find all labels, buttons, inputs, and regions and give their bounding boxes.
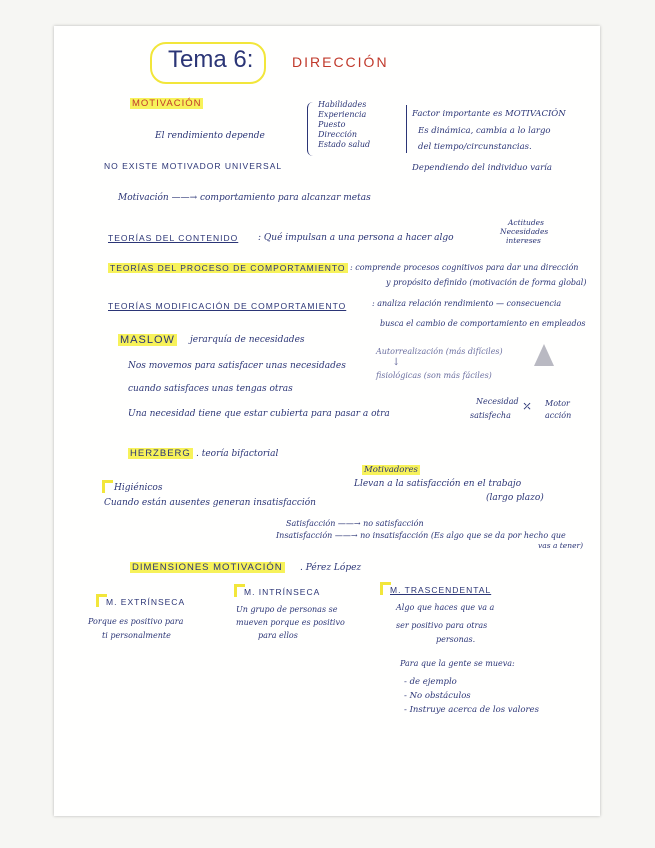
factor-item: Habilidades <box>318 100 367 109</box>
note-line: del tiempo/circunstancias. <box>418 142 532 152</box>
motivacion-heading: MOTIVACIÓN <box>132 98 202 109</box>
insatisfaccion-text: Insatisfacción ——→ no insatisfacción (Es algo que se da por hecho que <box>276 531 566 540</box>
motivacion-arrow-text: Motivación ——→ comportamiento para alcanzar metas <box>118 193 371 203</box>
maslow-line: Una necesidad tiene que estar cubierta para pasar a otra <box>128 409 390 419</box>
insatisfaccion-text-cont: vas a tener) <box>538 541 584 550</box>
higienicos-label: Higiénicos <box>114 483 163 493</box>
contenido-list-item: Actitudes <box>508 218 544 227</box>
page-title: Tema 6: <box>168 46 254 73</box>
bullet-item: - Instruye acerca de los valores <box>404 705 539 715</box>
intrinseca-heading: M. INTRÍNSECA <box>244 587 321 597</box>
herzberg-heading: HERZBERG <box>130 448 191 459</box>
page-subtitle: DIRECCIÓN <box>292 54 389 70</box>
factor-item: Dirección <box>318 130 358 139</box>
motivadores-desc: Llevan a la satisfacción en el trabajo <box>354 479 522 489</box>
satisfaccion-text: Satisfacción ——→ no satisfacción <box>286 519 424 528</box>
teoria-contenido-heading: TEORÍAS DEL CONTENIDO <box>108 233 239 243</box>
rendimiento-text: El rendimiento depende <box>155 131 265 141</box>
teoria-modificacion-desc: : analiza relación rendimiento — consecuencia <box>372 299 562 308</box>
teoria-modificacion-desc: busca el cambio de comportamiento en empleados <box>380 319 586 328</box>
maslow-line: cuando satisfaces unas tengas otras <box>128 384 293 394</box>
necesidad-text: Necesidad <box>476 397 519 406</box>
teoria-proceso-desc: y propósito definido (motivación de forma global) <box>386 278 587 287</box>
contenido-list-item: Necesidades <box>500 227 549 236</box>
satisfecha-text: satisfecha <box>470 411 511 420</box>
highlight-corner <box>102 480 113 493</box>
motivadores-desc: (largo plazo) <box>486 493 544 503</box>
contenido-list-item: intereses <box>506 236 541 245</box>
trascendental-heading: M. TRASCENDENTAL <box>390 585 492 595</box>
bullet-item: - de ejemplo <box>404 677 457 687</box>
cross-arrow-icon: ⤫ <box>522 399 533 413</box>
extrinseca-heading: M. EXTRÍNSECA <box>106 597 186 607</box>
dimensiones-author: . Pérez López <box>300 563 362 573</box>
motor-text: Motor <box>545 399 570 408</box>
teoria-proceso-heading: TEORÍAS DEL PROCESO DE COMPORTAMIENTO <box>110 263 346 273</box>
trascendental-desc: Algo que haces que va a <box>396 603 495 612</box>
maslow-subtitle: jerarquía de necesidades <box>190 335 305 345</box>
maslow-line: Nos movemos para satisfacer unas necesidades <box>128 361 346 371</box>
teoria-modificacion-heading: TEORÍAS MODIFICACIÓN DE COMPORTAMIENTO <box>108 301 347 311</box>
para-que-text: Para que la gente se mueva: <box>400 659 515 668</box>
trascendental-desc: personas. <box>436 635 476 644</box>
factor-item: Puesto <box>318 120 346 129</box>
factors-brace <box>307 102 314 156</box>
note-line: Es dinámica, cambia a lo largo <box>418 126 551 136</box>
pyramid-icon <box>534 344 554 366</box>
extrinseca-desc: Porque es positivo para <box>88 617 184 626</box>
intrinseca-desc: mueven porque es positivo <box>236 618 345 627</box>
intrinseca-desc: para ellos <box>258 631 298 640</box>
factor-item: Estado salud <box>318 140 371 149</box>
accion-text: acción <box>545 411 572 420</box>
maslow-heading: MASLOW <box>120 334 175 346</box>
extrinseca-desc: ti personalmente <box>102 631 171 640</box>
factor-item: Experiencia <box>318 110 367 119</box>
note-line: Factor importante es MOTIVACIÓN <box>412 109 566 119</box>
dimensiones-heading: DIMENSIONES MOTIVACIÓN <box>132 562 283 573</box>
intrinseca-desc: Un grupo de personas se <box>236 605 338 614</box>
trascendental-desc: ser positivo para otras <box>396 621 488 630</box>
no-existe-text: NO EXISTE MOTIVADOR UNIVERSAL <box>104 161 283 171</box>
motivadores-label: Motivadores <box>364 465 418 475</box>
fisiologicas-text: fisiológicas (son más fáciles) <box>376 371 492 380</box>
divider-line <box>406 105 407 153</box>
herzberg-subtitle: . teoría bifactorial <box>196 449 279 459</box>
teoria-proceso-desc: : comprende procesos cognitivos para dar una dirección <box>350 263 579 272</box>
higienicos-desc: Cuando están ausentes generan insatisfacción <box>104 498 316 508</box>
bullet-item: - No obstáculos <box>404 691 471 701</box>
autorrealizacion-text: Autorrealización (más difíciles) <box>376 347 503 356</box>
note-line: Dependiendo del individuo varía <box>412 163 552 173</box>
teoria-contenido-desc: : Qué impulsan a una persona a hacer algo <box>258 233 454 243</box>
down-arrow-icon: ↓ <box>392 357 401 368</box>
